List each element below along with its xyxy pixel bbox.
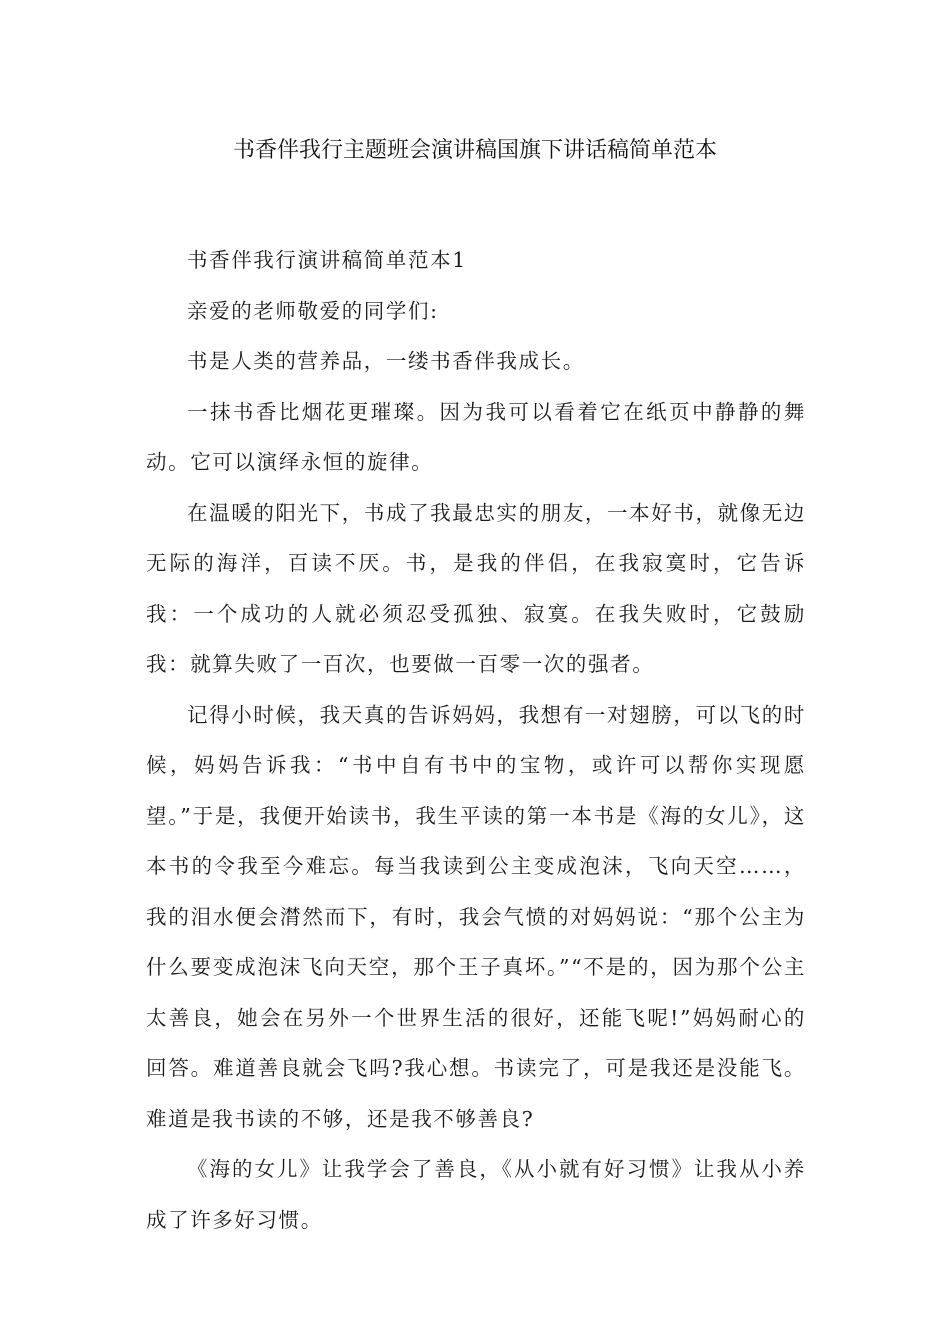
document-body <box>146 235 806 1245</box>
paragraph: 记得小时候，我天真的告诉妈妈，我想有一对翅膀，可以飞的时候，妈妈告诉我：“书中自有书中的宝物，或许可以帮你实现愿望。”于是，我便开始读书，我生平读的第一本书是《海的女儿》，这本书的令我至今难忘。每当我读到公主变成泡沫，飞向天空……，我的泪水便会潸然而下，有时，我会气愤的对妈妈说：“那个公主为什么要变成泡沫飞向天空，那个王子真坏。”“不是的，因为那个公主太善良，她会在另外一个世界生活的很好，还能飞呢!”妈妈耐心的回答。难道善良就会飞吗?我心想。书读完了，可是我还是没能飞。难道是我书读的不够，还是我不够善良? <box>146 702 806 1131</box>
paragraph: 书是人类的营养品，一缕书香伴我成长。 <box>187 349 585 373</box>
paragraph-salutation: 亲爱的老师敬爱的同学们: <box>187 298 439 323</box>
document-title: 书香伴我行主题班会演讲稿国旗下讲话稿简单范本 <box>232 138 717 163</box>
paragraph-section-heading: 书香伴我行演讲稿简单范本1 <box>187 248 467 272</box>
paragraph: 《海的女儿》让我学会了善良，《从小就有好习惯》让我从小养成了许多好习惯。 <box>146 1157 806 1232</box>
paragraph: 一抹书香比烟花更璀璨。因为我可以看着它在纸页中静静的舞动。它可以演绎永恒的旋律。 <box>146 399 806 474</box>
paragraph: 在温暖的阳光下，书成了我最忠实的朋友，一本好书，就像无边无际的海洋，百读不厌。书，是我的伴侣，在我寂寞时，它告诉我：一个成功的人就必须忍受孤独、寂寞。在我失败时，它鼓励我：就算失败了一百次，也要做一百零一次的强者。 <box>146 500 806 676</box>
